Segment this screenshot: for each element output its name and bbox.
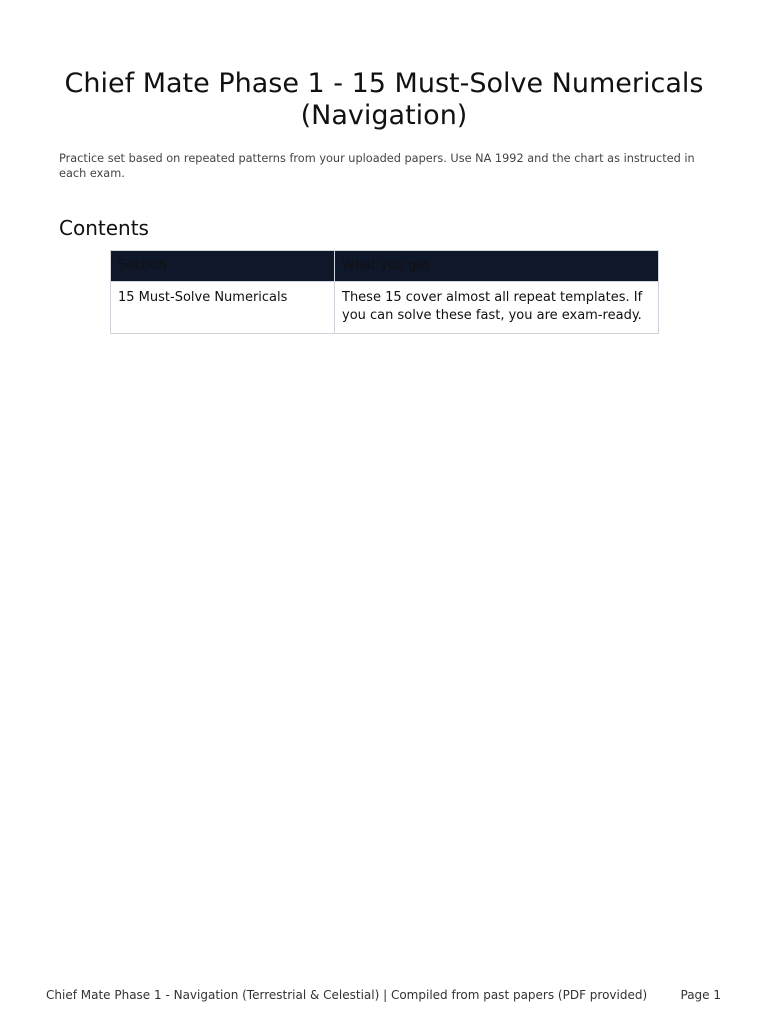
table-row xyxy=(111,282,659,334)
table-cell-what-you-get: These 15 cover almost all repeat templates. If you can solve these fast, you are exam-ready. xyxy=(335,282,659,334)
contents-table xyxy=(110,250,659,334)
column-header-what-you-get: What you get xyxy=(335,251,659,282)
table-header-row xyxy=(111,251,659,282)
column-header-section: Section xyxy=(111,251,335,282)
intro-paragraph: Practice set based on repeated patterns from your uploaded papers. Use NA 1992 and the chart as instructed in each exam. xyxy=(59,152,695,180)
table-cell-section: 15 Must-Solve Numericals xyxy=(111,282,335,334)
page-title: Chief Mate Phase 1 - 15 Must-Solve Numericals (Navigation) xyxy=(64,68,704,131)
contents-heading: Contents xyxy=(59,216,149,240)
page-number: Page 1 xyxy=(680,988,721,1002)
footer-text: Chief Mate Phase 1 - Navigation (Terrestrial & Celestial) | Compiled from past papers (PDF provided) xyxy=(46,988,648,1002)
